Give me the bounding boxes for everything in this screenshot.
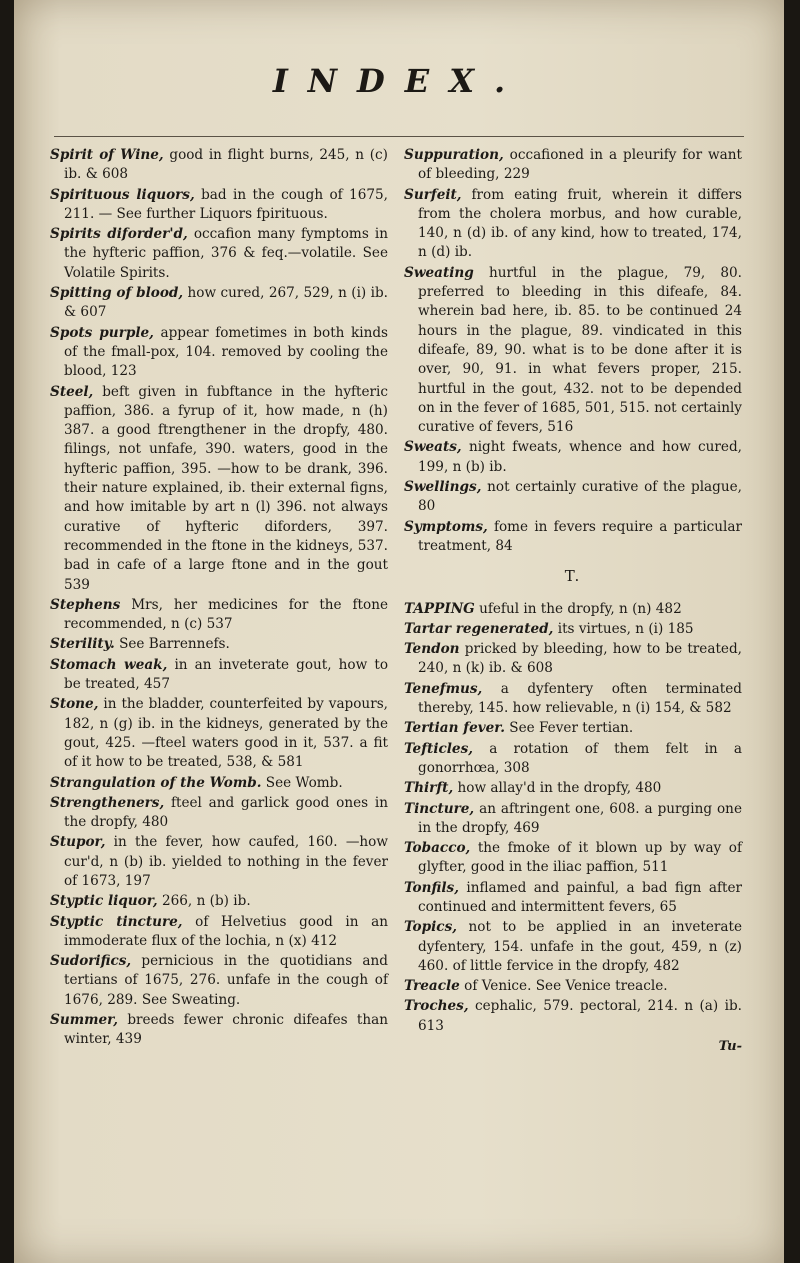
entry-headword: Stone, (50, 696, 99, 713)
entry-headword: Stupor, (50, 834, 106, 851)
index-entry (404, 779, 742, 798)
index-entry (404, 839, 742, 878)
entry-text: inflamed and painful, a bad fign after continued and intermittent fevers, 65 (418, 879, 742, 915)
page-title: INDEX. (272, 62, 526, 100)
entry-text: not to be applied in an inveterate dyfentery, 154. unfafe in the gout, 459, n (z) 460. of little fervice in the dropfy, 482 (418, 919, 742, 974)
entry-text: its virtues, n (i) 185 (553, 620, 694, 637)
entry-text: a dyfentery often terminated thereby, 145. how relievable, n (i) 154, & 582 (418, 680, 742, 717)
index-entry (404, 438, 742, 477)
catchword: Tu- (718, 1039, 742, 1055)
entry-headword: Sweating (404, 264, 474, 281)
entry-headword: Spirits diforder'd, (50, 226, 188, 243)
title-rule (54, 136, 744, 137)
index-entry (50, 695, 388, 772)
entry-headword: Summer, (50, 1012, 119, 1029)
entry-headword: Sudorifics, (50, 953, 132, 970)
entry-text: cephalic, 579. pectoral, 214. n (a) ib. 613 (418, 998, 742, 1034)
entry-text: beft given in fubftance in the hyfteric paffion, 386. a fyrup of it, how made, n (h) 387. a good ftrengthener in the dropfy, 480. filings, not unfafe, 390. waters, good in the hyfteric paffion, 395. —how to be drank, 396. their nature explained, ib. their external figns, and how imitable by art n (l) 396. not always curative of hyfteric diforders, 397. recommended in the ftone in the kidneys, 537. bad in cafe of a large ftone and in the gout 539 (64, 383, 388, 593)
entry-headword: Tenefmus, (404, 680, 483, 697)
entry-headword: Tincture, (404, 800, 475, 817)
entry-headword: Sweats, (404, 439, 462, 456)
index-entry (404, 146, 742, 185)
entry-headword: Troches, (404, 998, 469, 1015)
index-entry (50, 324, 388, 382)
entry-text: See Barrennefs. (114, 636, 230, 653)
index-entry (404, 800, 742, 839)
entry-text: fteel and garlick good ones in the dropfy, 480 (64, 794, 388, 831)
entry-headword: Strengtheners, (50, 794, 165, 811)
entry-text: hurtful in the plague, 79, 80. preferred to bleeding in this difeafe, 84. wherein bad here, ib. 85. to be continued 24 hours in the plague, 89. vindicated in this difeafe, 89, 90. what is to be done after it is over, 90, 91. in what fevers proper, 215. hurtful in the gout, 432. not to be depended on in the fever of 1685, 501, 515. not certainly curative of fevers, 516 (418, 264, 742, 436)
index-entry (50, 774, 388, 793)
index-entry (404, 680, 742, 719)
entry-text: occafioned in a pleurify for want of bleeding, 229 (418, 147, 742, 183)
index-entry (404, 640, 742, 679)
entry-text: not certainly curative of the plague, 80 (418, 479, 742, 515)
entry-text: how allay'd in the dropfy, 480 (453, 780, 662, 797)
index-entry (404, 918, 742, 976)
entry-text: fome in fevers require a particular treatment, 84 (418, 518, 742, 554)
entry-text: night fweats, whence and how cured, 199, n (b) ib. (418, 439, 742, 475)
index-entry (50, 284, 388, 323)
entry-text: occafion many fymptoms in the hyfteric paffion, 376 & feq.—volatile. See Volatile Spirits. (64, 226, 388, 281)
index-column-right (404, 146, 742, 1057)
entry-headword: Treacle (404, 978, 460, 995)
index-entry (404, 740, 742, 779)
entry-headword: Swellings, (404, 479, 482, 496)
entry-headword: TAPPING (404, 600, 475, 617)
index-entry (50, 186, 388, 225)
entry-text: in an inveterate gout, how to be treated, 457 (64, 656, 388, 693)
entry-headword: Steel, (50, 383, 94, 400)
index-entry (50, 892, 388, 911)
index-entry (404, 600, 742, 619)
entry-headword: Thirft, (404, 780, 454, 797)
entry-headword: Symptoms, (404, 518, 488, 535)
entry-headword: Tefticles, (404, 740, 473, 757)
entry-headword: Stephens (50, 596, 121, 613)
entry-text: Mrs, her medicines for the ftone recommended, n (c) 537 (64, 596, 388, 633)
entry-text: how cured, 267, 529, n (i) ib. & 607 (64, 285, 388, 321)
index-entry (404, 518, 742, 557)
index-entry (50, 146, 388, 185)
entry-headword: Tonfils, (404, 879, 459, 896)
entry-text: in the fever, how caufed, 160. —how cur'd, n (b) ib. yielded to nothing in the fever of 1673, 197 (64, 834, 388, 889)
index-entry (404, 620, 742, 639)
entry-headword: Spots purple, (50, 324, 154, 341)
index-entry (50, 952, 388, 1010)
index-entry (50, 596, 388, 635)
entry-text: 266, n (b) ib. (157, 893, 251, 910)
entry-headword: Sterility. (50, 636, 115, 653)
index-entry (50, 833, 388, 891)
entry-headword: Tartar regenerated, (404, 620, 554, 637)
entry-headword: Spitting of blood, (50, 285, 184, 302)
index-column-left (50, 146, 388, 1051)
index-entry (404, 977, 742, 996)
entry-text: pernicious in the quotidians and tertians of 1675, 276. unfafe in the cough of 1676, 289. See Sweating. (64, 953, 388, 1008)
index-entry (404, 997, 742, 1036)
entry-text: appear fometimes in both kinds of the fmall-pox, 104. removed by cooling the blood, 123 (64, 324, 388, 380)
index-entry (404, 719, 742, 738)
index-entry (404, 186, 742, 263)
entry-text: breeds fewer chronic difeafes than winter, 439 (64, 1012, 388, 1048)
index-entry (50, 656, 388, 695)
entry-text: from eating fruit, wherein it differs from the cholera morbus, and how curable, 140, n (d) ib. of any kind, how to treated, 174, n (d) ib. (418, 186, 742, 261)
entry-headword: Styptic tincture, (50, 913, 183, 930)
entry-text: the fmoke of it blown up by way of glyfter, good in the iliac paffion, 511 (418, 840, 742, 876)
entry-text: an aftringent one, 608. a purging one in the dropfy, 469 (418, 800, 742, 836)
entry-headword: Surfeit, (404, 186, 462, 203)
entry-text: of Venice. See Venice treacle. (459, 978, 668, 995)
section-letter: T. (564, 567, 582, 586)
index-entry (404, 879, 742, 918)
book-page (14, 0, 784, 1263)
entry-headword: Tobacco, (404, 840, 471, 857)
entry-headword: Tertian fever. (404, 720, 505, 737)
entry-headword: Strangulation of the Womb. (50, 774, 262, 791)
entry-text: good in flight burns, 245, n (c) ib. & 608 (64, 147, 388, 183)
entry-text: See Fever tertian. (504, 720, 634, 737)
entry-headword: Spirit of Wine, (50, 147, 164, 163)
index-entry (50, 635, 388, 654)
entry-text: pricked by bleeding, how to be treated, 240, n (k) ib. & 608 (418, 641, 742, 677)
index-entry (404, 478, 742, 517)
index-entry (404, 264, 742, 438)
entry-headword: Spirituous liquors, (50, 186, 195, 203)
entry-text: of Helvetius good in an immoderate flux of the lochia, n (x) 412 (64, 913, 388, 949)
entry-headword: Suppuration, (404, 147, 504, 163)
entry-headword: Tendon (404, 641, 460, 658)
index-entry (50, 383, 388, 595)
entry-text: in the bladder, counterfeited by vapours, 182, n (g) ib. in the kidneys, generated by the gout, 425. —fteel waters good in it, 537. a fit of it how to be treated, 538, & 581 (64, 696, 388, 771)
entry-text: a rotation of them felt in a gonorrhœa, 308 (418, 740, 742, 776)
entry-headword: Topics, (404, 919, 457, 936)
entry-text: bad in the cough of 1675, 211. — See further Liquors fpirituous. (64, 186, 388, 222)
index-entry (50, 913, 388, 952)
entry-headword: Styptic liquor, (50, 893, 158, 910)
entry-text: See Womb. (261, 774, 343, 791)
index-entry (50, 794, 388, 833)
index-entry (50, 1011, 388, 1050)
index-entry (50, 225, 388, 283)
entry-headword: Stomach weak, (50, 656, 168, 673)
entry-text: ufeful in the dropfy, n (n) 482 (474, 600, 682, 617)
